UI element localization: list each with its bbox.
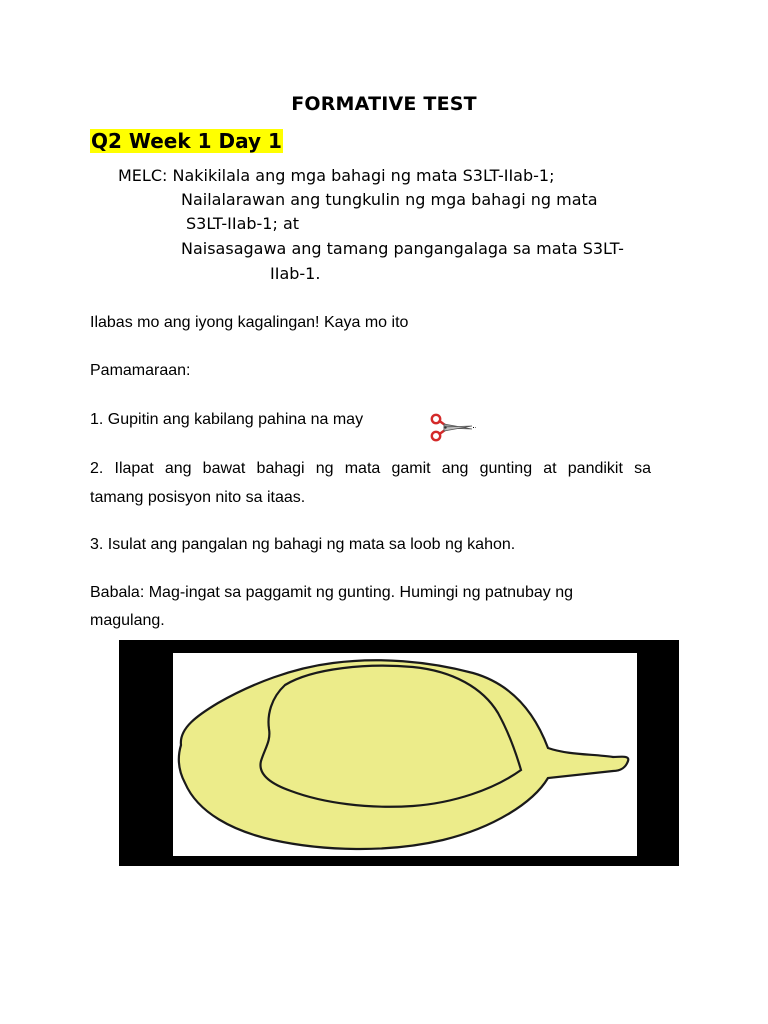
eye-diagram-panel xyxy=(173,653,637,856)
melc-line-2: Nailalarawan ang tungkulin ng mga bahagi ng mata xyxy=(181,190,598,209)
melc-line-4: Naisasagawa ang tamang pangangalaga sa mata S3LT- xyxy=(181,239,624,258)
melc-line-5: IIab-1. xyxy=(270,264,321,283)
page-title: FORMATIVE TEST xyxy=(291,93,477,115)
encouragement-text: Ilabas mo ang iyong kagalingan! Kaya mo ito xyxy=(90,314,409,331)
eye-diagram-frame xyxy=(119,640,679,866)
lesson-subtitle: Q2 Week 1 Day 1 xyxy=(91,129,282,153)
melc-line-3: S3LT-IIab-1; at xyxy=(186,214,300,233)
step-1-text: 1. Gupitin ang kabilang pahina na may xyxy=(90,411,364,428)
step-3-text: 3. Isulat ang pangalan ng bahagi ng mata sa loob ng kahon. xyxy=(90,536,516,553)
eye-cross-section-illustration xyxy=(173,653,637,856)
scissors-icon xyxy=(428,410,476,444)
melc-line-1: MELC: Nakikilala ang mga bahagi ng mata S3LT-IIab-1; xyxy=(118,166,555,185)
warning-line-2: magulang. xyxy=(90,612,165,629)
warning-line-1: Babala: Mag-ingat sa paggamit ng gunting. Humingi ng patnubay ng xyxy=(90,584,573,601)
step-2-line-1: 2. Ilapat ang bawat bahagi ng mata gamit ang gunting at pandikit sa xyxy=(90,460,651,477)
procedure-heading: Pamamaraan: xyxy=(90,362,191,379)
step-2-line-2: tamang posisyon nito sa itaas. xyxy=(90,489,306,506)
